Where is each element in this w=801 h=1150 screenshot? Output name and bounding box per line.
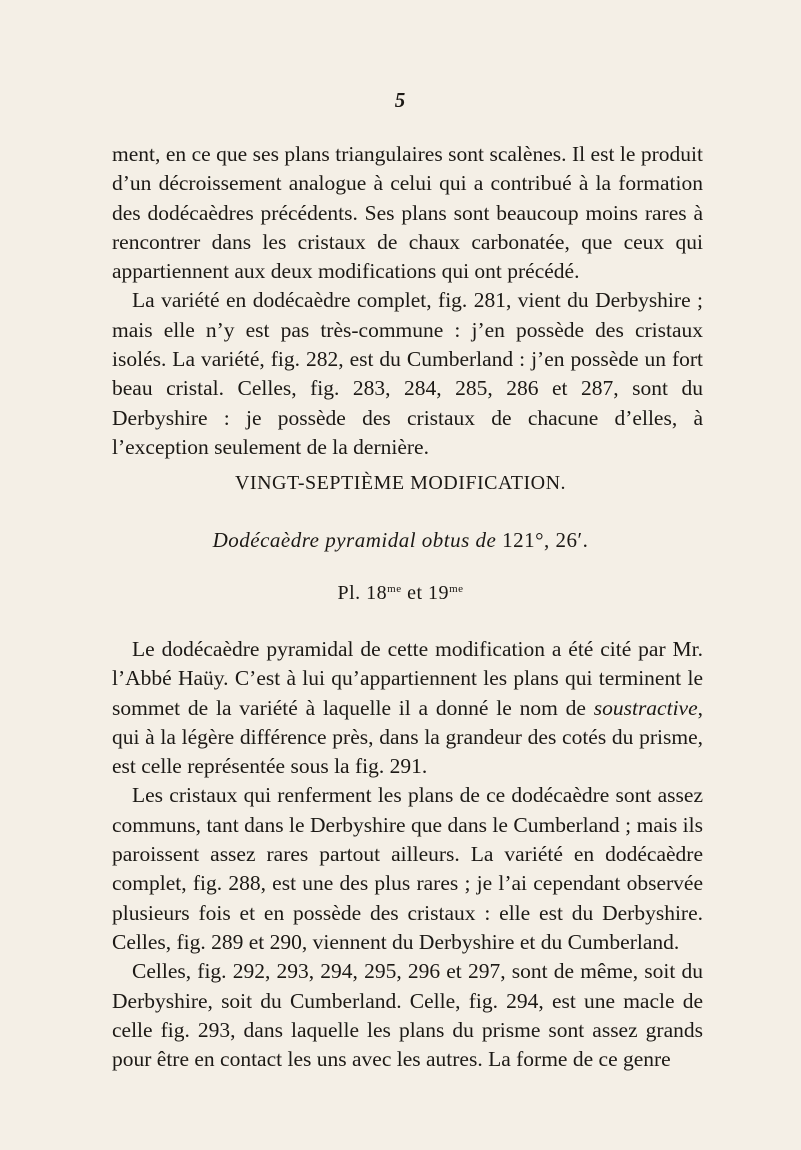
subtitle-angle: 121°, 26′. <box>502 528 589 552</box>
paragraph-3-end: , qui à la légère différence près, dans la grandeur des cotés du prisme, est celle représentée sous la fig. 291. <box>112 695 704 779</box>
section-title: VINGT-SEPTIÈME MODIFICATION. <box>234 472 567 494</box>
paragraph-1: ment, en ce que ses plans triangulaires sont scalènes. Il est le produit d’un décroissement analogue à celui qui a contribué à la formation des dodécaèdres précédents. Ses plans sont beaucoup moins rares à rencontrer dans les cristaux de chaux carbonatée, que ceux qui appartiennent aux deux modifications qui ont précédé. <box>112 142 703 284</box>
variety-name: soustractive <box>593 695 698 720</box>
paragraph-4: Les cristaux qui renferment les plans de ce dodécaèdre sont assez communs, tant dans le Derbyshire que dans le Cumberland ; mais ils paroissent assez rares partout ailleurs. La variété en dodécaèdre complet, fig. 288, est une des plus rares ; je l’ai cependant observée plusieurs fois et en possède des cristaux : elle est du Derbyshire. Celles, fig. 289 et 290, viennent du Derbyshire et du Cumberland. <box>112 783 703 954</box>
plate-sup-2: me <box>449 583 464 595</box>
plate-reference <box>0 582 801 605</box>
paragraph-2: La variété en dodécaèdre complet, fig. 281, vient du Derbyshire ; mais elle n’y est pas très-commune : j’en possède des cristaux isolés. La variété, fig. 282, est du Cumberland : j’en possède un fort beau cristal. Celles, fig. 283, 284, 285, 286 et 287, sont du Derbyshire : je possède des cristaux de chacune d’elles, à l’exception seulement de la dernière. <box>112 288 703 459</box>
paragraph-5: Celles, fig. 292, 293, 294, 295, 296 et 297, sont de même, soit du Derbyshire, soit du Cumberland. Celle, fig. 294, est une macle de celle fig. 293, dans laquelle les plans du prisme sont assez grands pour être en contact les uns avec les autres. La forme de ce genre <box>112 959 703 1072</box>
paragraph-3 <box>112 635 703 781</box>
paragraph-3-start: Le dodécaèdre pyramidal de cette modification a été cité par Mr. l’Abbé Haüy. C’est à lui qu’appartiennent les plans qui terminent le sommet de la variété à laquelle il a donné le nom de <box>112 637 703 720</box>
plate-prefix: Pl. 18 <box>337 582 388 604</box>
section-subtitle <box>0 528 801 553</box>
page-number: 5 <box>394 88 407 112</box>
top-text-block <box>112 140 703 462</box>
subtitle-italic: Dodécaèdre pyramidal obtus de <box>212 528 497 552</box>
plate-mid: et 19 <box>401 582 450 604</box>
plate-sup-1: me <box>387 583 402 595</box>
bottom-text-block <box>112 635 703 1074</box>
